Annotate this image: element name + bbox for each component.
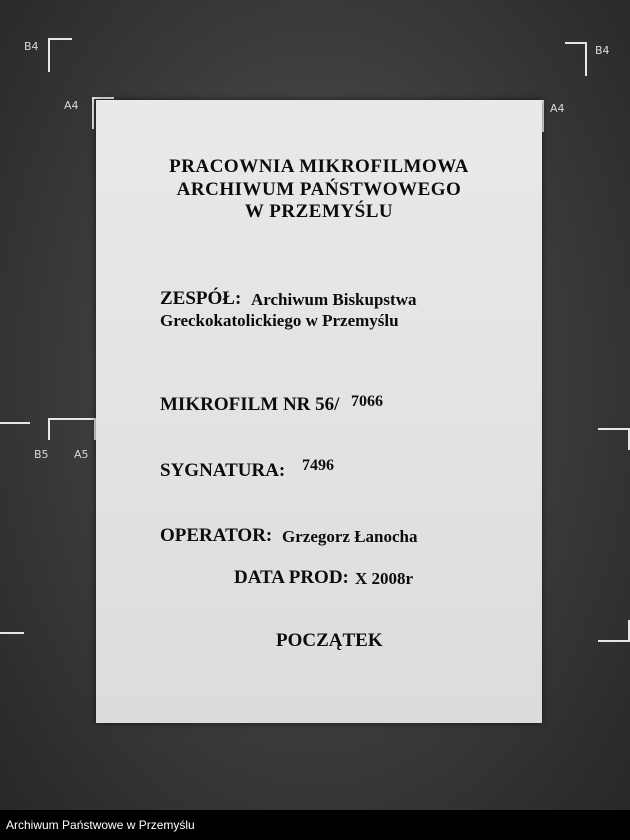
b4-corner-mark-right	[565, 42, 587, 76]
operator-value: Grzegorz Łanocha	[282, 527, 418, 546]
mikrofilm-number: 7066	[351, 393, 383, 410]
zespol-value-line-1: Archiwum Biskupstwa	[251, 290, 417, 309]
sygnatura-value: 7496	[302, 457, 334, 474]
b5-label-left: B5	[34, 448, 49, 461]
a4-label-right: A4	[550, 102, 565, 115]
data-prod-label: DATA PROD:	[234, 567, 349, 588]
a5-label-left: A5	[74, 448, 89, 461]
b5-bottom-mark-right	[598, 620, 630, 642]
b4-label-right: B4	[595, 44, 610, 57]
operator-label: OPERATOR:	[160, 525, 273, 546]
zespol-label: ZESPÓŁ:	[160, 288, 242, 309]
mikrofilm-label: MIKROFILM NR 56/	[160, 394, 340, 415]
a5-side-mark-left	[48, 418, 96, 440]
a4-label-left: A4	[64, 99, 79, 112]
header-line-1: PRACOWNIA MIKROFILMOWA	[169, 156, 469, 177]
b4-corner-mark-left	[48, 38, 72, 72]
header-line-3: W PRZEMYŚLU	[244, 201, 394, 222]
b5-side-mark-left	[0, 422, 30, 440]
header-line-2: ARCHIWUM PAŃSTWOWEGO	[176, 179, 462, 200]
data-prod-value: X 2008r	[355, 569, 414, 588]
zespol-value-line-2: Greckokatolickiego w Przemyślu	[160, 311, 399, 330]
b5-side-mark-right	[598, 428, 630, 450]
archive-footer-text: Archiwum Państwowe w Przemyślu	[6, 818, 195, 832]
poczatek-label: POCZĄTEK	[276, 630, 383, 651]
b5-bottom-mark-left	[0, 632, 24, 636]
archive-footer-bar	[0, 810, 630, 840]
sygnatura-label: SYGNATURA:	[160, 460, 286, 481]
b4-label-left: B4	[24, 40, 39, 53]
microfilm-title-card	[96, 100, 542, 723]
